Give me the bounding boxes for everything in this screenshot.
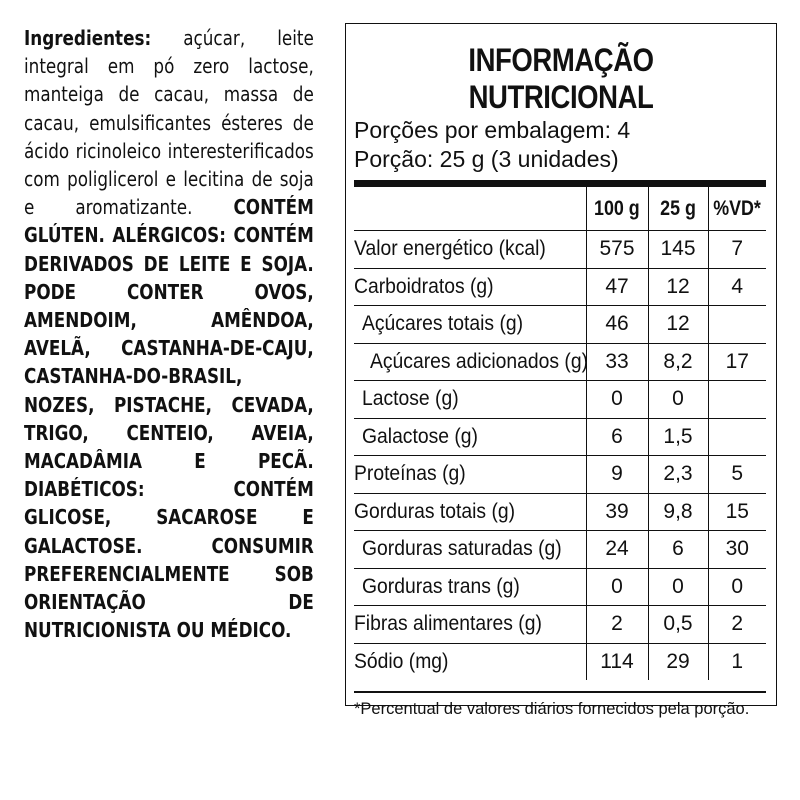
nutrition-table (354, 187, 766, 680)
value-vd: 30 (708, 531, 766, 569)
value-100g: 33 (586, 343, 648, 381)
table-row (354, 643, 766, 680)
nutrient-name: Gorduras trans (g) (354, 568, 586, 606)
value-vd: 4 (708, 268, 766, 306)
value-25g: 9,8 (648, 493, 708, 531)
value-100g: 47 (586, 268, 648, 306)
nutrient-name: Carboidratos (g) (354, 268, 586, 306)
header-nutrient (354, 187, 586, 231)
value-25g: 0 (648, 568, 708, 606)
value-vd: 0 (708, 568, 766, 606)
footnote: *Percentual de valores diários fornecidos pela porção. (354, 700, 750, 718)
value-100g: 6 (586, 418, 648, 456)
nutrient-name: Açúcares adicionados (g) (354, 343, 586, 381)
nutrition-facts-panel (345, 23, 777, 718)
value-vd: 7 (708, 231, 766, 269)
panel-title: INFORMAÇÃO NUTRICIONAL (468, 42, 654, 115)
value-100g: 114 (586, 643, 648, 680)
value-25g: 2,3 (648, 456, 708, 494)
nutrient-name: Proteínas (g) (354, 456, 586, 494)
value-vd: 5 (708, 456, 766, 494)
value-vd: 17 (708, 343, 766, 381)
value-25g: 0,5 (648, 606, 708, 644)
table-row (354, 268, 766, 306)
table-row (354, 231, 766, 269)
value-100g: 0 (586, 381, 648, 419)
value-100g: 2 (586, 606, 648, 644)
table-row (354, 306, 766, 344)
value-vd (708, 381, 766, 419)
bottom-divider (354, 691, 766, 693)
nutrient-name: Valor energético (kcal) (354, 231, 586, 269)
nutrient-name: Sódio (mg) (354, 649, 449, 673)
value-25g: 0 (648, 381, 708, 419)
value-25g: 12 (648, 306, 708, 344)
table-row (354, 343, 766, 381)
table-row (354, 606, 766, 644)
value-vd (708, 306, 766, 344)
value-100g: 46 (586, 306, 648, 344)
nutrient-name: Fibras alimentares (g) (354, 606, 586, 644)
value-vd: 2 (708, 606, 766, 644)
value-100g: 24 (586, 531, 648, 569)
nutrient-name: Gorduras saturadas (g) (354, 531, 586, 569)
value-100g: 9 (586, 456, 648, 494)
value-vd (708, 418, 766, 456)
nutrient-name: Açúcares totais (g) (354, 306, 586, 344)
value-25g: 8,2 (648, 343, 708, 381)
value-100g: 575 (586, 231, 648, 269)
value-25g: 29 (648, 643, 708, 680)
value-vd: 15 (708, 493, 766, 531)
nutrient-name: Galactose (g) (354, 418, 586, 456)
value-100g: 0 (586, 568, 648, 606)
value-25g: 1,5 (648, 418, 708, 456)
table-row (354, 531, 766, 569)
ingredients-text (24, 24, 314, 644)
servings-per-package: Porções por embalagem: 4 (354, 117, 631, 143)
thick-divider (354, 180, 766, 187)
portion-size: Porção: 25 g (3 unidades) (354, 146, 619, 172)
header-vd: %VD* (708, 187, 766, 231)
ingredients-label: Ingredientes: (24, 26, 152, 50)
nutrient-name: Gorduras totais (g) (354, 493, 586, 531)
table-row (354, 418, 766, 456)
value-vd: 1 (708, 643, 766, 680)
header-25g: 25 g (648, 187, 708, 231)
allergen-warning: CONTÉM GLÚTEN. ALÉRGICOS: CONTÉM DERIVADOS DE LEITE E SOJA. PODE CONTER OVOS, AMENDOIM, AMÊNDOA, AVELÃ, CASTANHA-DE-CAJU, CASTANHA-DO-BRASIL, NOZES, PISTACHE, CEVADA, TRIGO, CENTEIO, AVEIA, MACADÂMIA E PECÃ. DIABÉTICOS: CONTÉM GLICOSE, SACAROSE E GALACTOSE. CONSUMIR PREFERENCIALMENTE SOB ORIENTAÇÃO DE NUTRICIONISTA OU MÉDICO. (24, 195, 314, 643)
table-row (354, 456, 766, 494)
header-100g: 100 g (586, 187, 648, 231)
value-100g: 39 (586, 493, 648, 531)
value-25g: 145 (648, 231, 708, 269)
ingredients-list: açúcar, leite integral em pó zero lactose, manteiga de cacau, massa de cacau, emulsificantes ésteres de ácido ricinoleico interesterificados com poliglicerol e lecitina de soja e aromatizante. (24, 26, 314, 220)
table-row (354, 568, 766, 606)
table-row (354, 493, 766, 531)
value-25g: 12 (648, 268, 708, 306)
table-header-row (354, 187, 766, 231)
table-row (354, 381, 766, 419)
nutrient-name: Lactose (g) (354, 381, 586, 419)
value-25g: 6 (648, 531, 708, 569)
